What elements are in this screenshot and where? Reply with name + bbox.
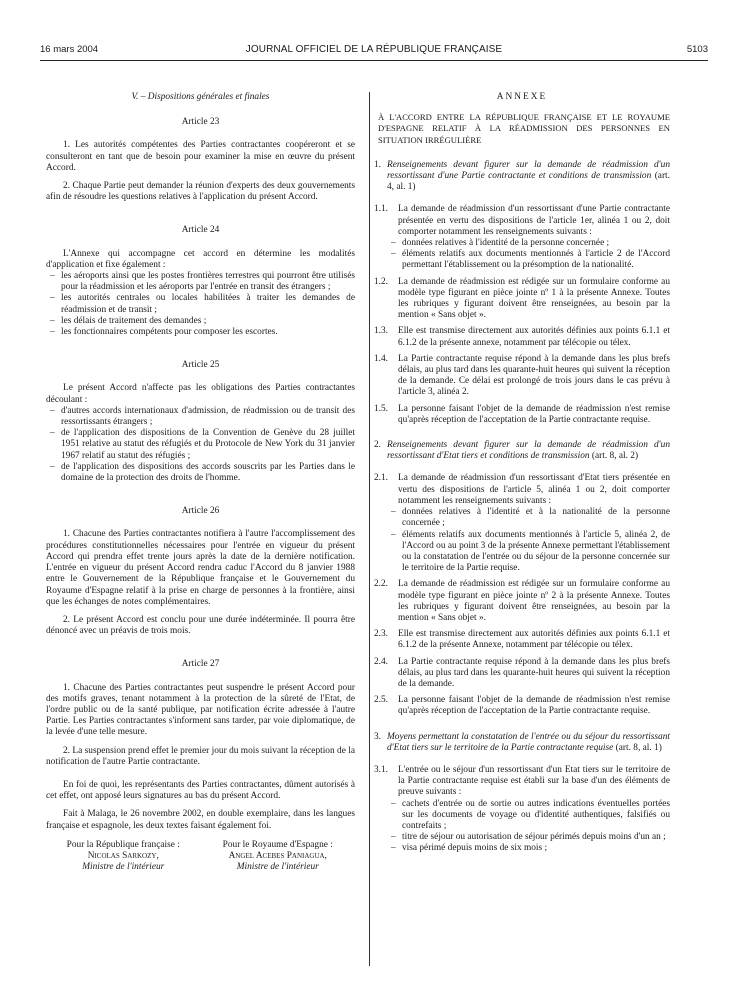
item-sublist bbox=[387, 799, 670, 855]
item-number: 2.1. bbox=[374, 473, 389, 484]
header-page-number: 5103 bbox=[686, 44, 708, 55]
section-number: 2. bbox=[374, 440, 382, 451]
annexe-item bbox=[374, 695, 670, 717]
list-item: – données relatives à l'identité de la personne concernée ; bbox=[387, 238, 670, 249]
list-item: – les délais de traitement des demandes ; bbox=[46, 316, 355, 327]
list-item: – titre de séjour ou autorisation de séjour périmés depuis moins d'un an ; bbox=[387, 832, 670, 843]
fait-paragraph: Fait à Malaga, le 26 novembre 2002, en double exemplaire, dans les langues française et espagnole, les deux textes faisant également foi. bbox=[46, 809, 355, 831]
annexe-section-s3 bbox=[374, 732, 670, 855]
annexe-section-s2 bbox=[374, 440, 670, 717]
section-number: 1. bbox=[374, 159, 382, 170]
annexe-item bbox=[374, 354, 670, 399]
foi-paragraph: En foi de quoi, les représentants des Parties contractantes, dûment autorisés à cet effet, ont apposé leurs signatures au bas du présent Accord. bbox=[46, 779, 355, 802]
signature-line: Pour le Royaume d'Espagne : bbox=[222, 839, 333, 850]
item-text: Elle est transmise directement aux autorités définies aux points 6.1.1 et 6.1.2 de la présente annexe, notamment par télécopie ou télex. bbox=[398, 326, 670, 348]
annexe-item bbox=[374, 473, 670, 574]
article-23-p2: 2. Chaque Partie peut demander la réunion d'experts des deux gouvernements afin de résoudre les questions relatives à l'application du présent Accord. bbox=[46, 181, 355, 203]
annexe-item bbox=[374, 204, 670, 271]
item-number: 1.5. bbox=[374, 403, 389, 414]
right-column bbox=[374, 92, 670, 855]
list-item: – les autorités centrales ou locales habilitées à traiter les demandes de réadmission et de transit ; bbox=[46, 293, 355, 315]
article-27-p1: 1. Chacune des Parties contractantes peut suspendre le présent Accord pour des motifs graves, tenant notamment à la protection de la sûreté de l'Etat, de l'ordre public ou de la santé publique, par notification écrite adressée à l'autre Partie. Les Parties contractantes s'informent sans tarder, par voie diplomatique, de la levée d'une telle mesure. bbox=[46, 682, 355, 738]
item-text: La demande de réadmission d'un ressortissant d'Etat tiers présentée en vertu des dispositions de l'article 5, alinéa 1 ou 2, doit comporter notamment les renseignements suivants : bbox=[398, 473, 670, 506]
section-title: V. – Dispositions générales et finales bbox=[131, 92, 270, 102]
signatory-name: Angel Acebes Paniagua, bbox=[228, 850, 327, 861]
section-title: Moyens permettant la constatation de l'entrée ou du séjour du ressortissant d'Etat tiers sur le territoire de la Partie contractante requise bbox=[387, 731, 670, 753]
item-text: La Partie contractante requise répond à la demande dans les plus brefs délais, au plus tard dans les quarante-huit heures qui suivent la réception de la demande. Ce délai est prolongé de trois jours dans le cas prévu à l'article 3, alinéa 2. bbox=[398, 353, 670, 398]
accord-title: À L'ACCORD ENTRE LA RÉPUBLIQUE FRANÇAISE ET LE ROYAUME D'ESPAGNE RELATIF À LA RÉADMISSION DES PERSONNES EN SITUATION IRRÉGULIÈRE bbox=[378, 112, 670, 145]
annexe-item bbox=[374, 629, 670, 651]
item-text: La personne faisant l'objet de la demande de réadmission n'est remise qu'après réception de l'acceptation de la Partie contractante requise. bbox=[398, 695, 670, 717]
article-27-p2: 2. La suspension prend effet le premier jour du mois suivant la réception de la notification de l'autre Partie contractante. bbox=[46, 745, 355, 767]
section-reference: (art. 8, al. 2) bbox=[591, 451, 639, 462]
item-number: 2.3. bbox=[374, 629, 389, 640]
article-25-title: Article 25 bbox=[181, 360, 220, 371]
signatory-role: Ministre de l'intérieur bbox=[82, 862, 165, 873]
signature-spain bbox=[201, 840, 356, 874]
list-item: – visa périmé depuis moins de six mois ; bbox=[387, 843, 670, 854]
annexe-item bbox=[374, 657, 670, 691]
signature-france bbox=[46, 840, 201, 874]
item-text: La Partie contractante requise répond à la demande dans les plus brefs délais, au plus tard dans les quarante-huit heures qui suivent la réception de la demande. bbox=[398, 656, 670, 689]
list-item: – de l'application des dispositions de la Convention de Genève du 28 juillet 1951 relative au statut des réfugiés et du Protocole de New York du 31 janvier 1967 relatif au statut des réfugiés ; bbox=[46, 428, 355, 462]
item-text: La demande de réadmission est rédigée sur un formulaire conforme au modèle type figurant en pièce jointe nº 1 à la présente Annexe. Toutes les rubriques y figurant doivent être renseignées, au besoin par la mention « Sans objet ». bbox=[398, 276, 670, 321]
annexe-title: ANNEXE bbox=[496, 92, 548, 102]
signatory-role: Ministre de l'intérieur bbox=[236, 862, 319, 873]
annexe-section-s1 bbox=[374, 160, 670, 426]
item-number: 1.1. bbox=[374, 204, 389, 215]
section-heading bbox=[374, 160, 670, 194]
section-heading bbox=[374, 440, 670, 462]
list-item: – de l'application des dispositions des accords souscrits par les Parties dans le domaine de la protection des droits de l'homme. bbox=[46, 462, 355, 484]
item-text: Elle est transmise directement aux autorités définies aux points 6.1.1 et 6.1.2 de la présente Annexe, notamment par télécopie ou télex. bbox=[398, 629, 670, 651]
article-24-list bbox=[46, 271, 355, 338]
section-title: Renseignements devant figurer sur la demande de réadmission d'un ressortissant d'une Partie contractante et conditions de transmission bbox=[387, 159, 670, 182]
annexe-sections bbox=[374, 160, 670, 855]
section-number: 3. bbox=[374, 731, 382, 742]
annexe-item bbox=[374, 326, 670, 348]
signature-line: Pour la République française : bbox=[66, 839, 180, 850]
header-date: 16 mars 2004 bbox=[40, 44, 99, 55]
signatory-name: Nicolas Sarkozy, bbox=[87, 850, 159, 861]
annexe-item bbox=[374, 765, 670, 855]
item-number: 2.4. bbox=[374, 656, 389, 667]
item-text: La demande de réadmission d'un ressortissant d'une Partie contractante présentée en vertu des dispositions de l'article 1er, alinéa 1 ou 2, doit comporter notamment les renseignements suivants : bbox=[398, 204, 670, 237]
list-item: – les fonctionnaires compétents pour composer les escortes. bbox=[46, 327, 355, 338]
article-27-title: Article 27 bbox=[181, 659, 220, 670]
item-sublist bbox=[387, 507, 670, 574]
section-reference: (art. 4, al. 1) bbox=[387, 171, 670, 193]
item-number: 1.2. bbox=[374, 276, 389, 287]
list-item: – éléments relatifs aux documents mentionnés à l'article 5, alinéa 2, de l'Accord ou au point 3 de la présente Annexe permettant l'établissement ou la constatation de l'entrée ou du séjour de la personne concernée sur le territoire de la Partie requise. bbox=[387, 530, 670, 575]
annexe-item bbox=[374, 277, 670, 322]
article-24-title: Article 24 bbox=[181, 225, 220, 236]
list-item: – cachets d'entrée ou de sortie ou autres indications éventuelles portées sur les documents de voyage ou d'identité authentiques, falsifiés ou contrefaits ; bbox=[387, 799, 670, 833]
item-text: La personne faisant l'objet de la demande de réadmission n'est remise qu'après réception de l'acceptation de la Partie contractante requise. bbox=[398, 403, 670, 425]
article-24-intro: L'Annexe qui accompagne cet accord en détermine les modalités d'application et fixe également : bbox=[46, 248, 355, 270]
item-number: 1.3. bbox=[374, 326, 389, 337]
article-26-p2: 2. Le présent Accord est conclu pour une durée indéterminée. Il pourra être dénoncé avec un préavis de trois mois. bbox=[46, 614, 355, 637]
item-number: 2.5. bbox=[374, 695, 389, 706]
article-26-title: Article 26 bbox=[181, 506, 220, 517]
item-text: L'entrée ou le séjour d'un ressortissant d'un Etat tiers sur le territoire de la Partie contractante requise est établi sur la base d'un des éléments de preuve suivants : bbox=[398, 764, 670, 798]
page-header bbox=[40, 44, 708, 60]
item-number: 2.2. bbox=[374, 579, 389, 590]
item-text: La demande de réadmission est rédigée sur un formulaire conforme au modèle type figurant en pièce jointe nº 2 à la présente Annexe. Toutes les rubriques y figurant doivent être renseignées, au besoin par la mention « Sans objet ». bbox=[398, 579, 670, 623]
list-item: – données relatives à l'identité et à la nationalité de la personne concernée ; bbox=[387, 507, 670, 529]
signatures bbox=[46, 840, 355, 874]
item-number: 3.1. bbox=[374, 764, 389, 775]
item-number: 1.4. bbox=[374, 353, 389, 364]
article-23-title: Article 23 bbox=[181, 117, 220, 128]
header-title: JOURNAL OFFICIEL DE LA RÉPUBLIQUE FRANÇAISE bbox=[245, 44, 503, 55]
list-item: – d'autres accords internationaux d'admission, de réadmission ou de transit des ressortissants étrangers ; bbox=[46, 406, 355, 428]
left-column bbox=[46, 92, 355, 873]
list-item: – éléments relatifs aux documents mentionnés à l'article 2 de l'Accord permettant l'établissement ou la présomption de la nationalité. bbox=[387, 249, 670, 271]
article-26-p1: 1. Chacune des Parties contractantes notifiera à l'autre l'accomplissement des procédures constitutionnelles nécessaires pour l'entrée en vigueur du présent Accord qui prendra effet trente jours après la date de la dernière notification. L'entrée en vigueur du présent Accord rendra caduc l'Accord du 8 janvier 1988 entre le Gouvernement de la République française et le Gouvernement du Royaume d'Espagne relatif à la prise en charge de personnes à la frontière, ainsi que les échanges de notes complémentaires. bbox=[46, 529, 355, 607]
annexe-item bbox=[374, 404, 670, 426]
column-divider bbox=[369, 92, 370, 966]
section-heading bbox=[374, 732, 670, 754]
article-25-intro: Le présent Accord n'affecte pas les obligations des Parties contractantes découlant : bbox=[46, 383, 355, 405]
list-item: – les aéroports ainsi que les postes frontières terrestres qui pourront être utilisés pour la réadmission et les aéroports par l'entrée en transit des étrangers ; bbox=[46, 271, 355, 293]
section-reference: (art. 8, al. 1) bbox=[615, 742, 662, 753]
header-rule bbox=[40, 60, 708, 61]
article-25-list bbox=[46, 406, 355, 484]
article-23-p1: 1. Les autorités compétentes des Parties contractantes coopéreront et se consulteront en tant que de besoin pour examiner la mise en œuvre du présent Accord. bbox=[46, 140, 355, 173]
item-sublist bbox=[387, 238, 670, 272]
annexe-item bbox=[374, 579, 670, 624]
section-title: Renseignements devant figurer sur la demande de réadmission d'un ressortissant d'Etat tiers et conditions de transmission bbox=[387, 440, 670, 462]
